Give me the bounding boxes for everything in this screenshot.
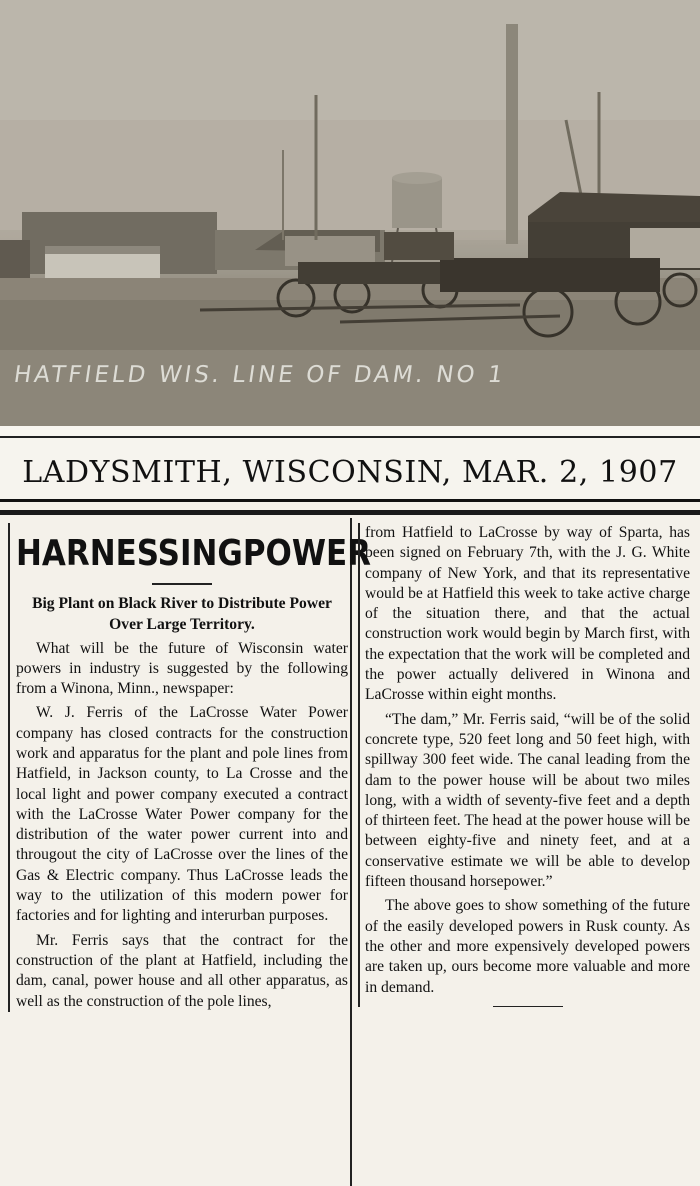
article-paragraph: What will be the future of Wisconsin water powers in industry is suggested by the following from a Winona, Minn., newspaper: — [16, 639, 348, 698]
historic-photo — [0, 0, 700, 426]
article-paragraph: “The dam,” Mr. Ferris said, “will be of the solid concrete type, 520 feet long and 50 feet high, with spillway 300 feet wide. The canal leading from the dam to the power house will be about two miles long, with a width of seventy-five feet and a depth of thirteen feet. The head at the power house will be between eighty-five and ninety feet, and at a conservative estimate we will be able to develop fifteen thousand horsepower.” — [365, 710, 690, 891]
masthead-dateline: LADYSMITH, WISCONSIN, MAR. 2, 1907 — [22, 455, 678, 490]
column-divider — [350, 518, 352, 1186]
article-column-right — [358, 523, 690, 1007]
headline-word-1: HARNESSING — [16, 533, 243, 574]
article-paragraph: Mr. Ferris says that the contract for the construction of the plant at Hatfield, including the dam, canal, power house and all other apparatus, as well as the construction of the pole lines, — [16, 931, 348, 1010]
headline-word-2: POWER — [242, 533, 371, 574]
article-end-rule — [493, 1006, 563, 1008]
photo-separator — [0, 426, 700, 436]
column-top-rule — [0, 510, 700, 515]
article-headline — [16, 531, 371, 577]
article-paragraph: from Hatfield to LaCrosse by way of Sparta, has been signed on February 7th, with the J. G. White company of New York, and that its representative would be at Hatfield this week to take active charge of the situation there, and that the actual construction work would begin by March first, with the expectation that the work will be completed and the power actually delivered in Winona and LaCrosse within eight months. — [365, 524, 690, 704]
article-column-left — [8, 523, 371, 1012]
article-paragraph: W. J. Ferris of the LaCrosse Water Power company has closed contracts for the construction work and apparatus for the plant and pole lines from Hatfield, in Jackson county, to La Crosse and the local light and power company executed a contract with the LaCrosse Water Power company for the distribution of the water power current into and througout the city of LaCrosse over the lines of the Gas & Electric company. Thus LaCrosse leads the way to the utilization of this modern power for factories and for lighting and interurban purposes. — [16, 704, 348, 925]
headline-rule — [152, 583, 212, 585]
article-subhead: Big Plant on Black River to Distribute Power Over Large Territory. — [32, 594, 332, 633]
photo-caption: HATFIELD WIS. LINE OF DAM. NO 1 — [12, 362, 508, 388]
article-paragraph: The above goes to show something of the future of the easily developed powers in Rusk county. As the other and more expensively developed powers are taken up, ours become more valuable and more in demand. — [365, 897, 690, 996]
newspaper-masthead — [0, 436, 700, 502]
